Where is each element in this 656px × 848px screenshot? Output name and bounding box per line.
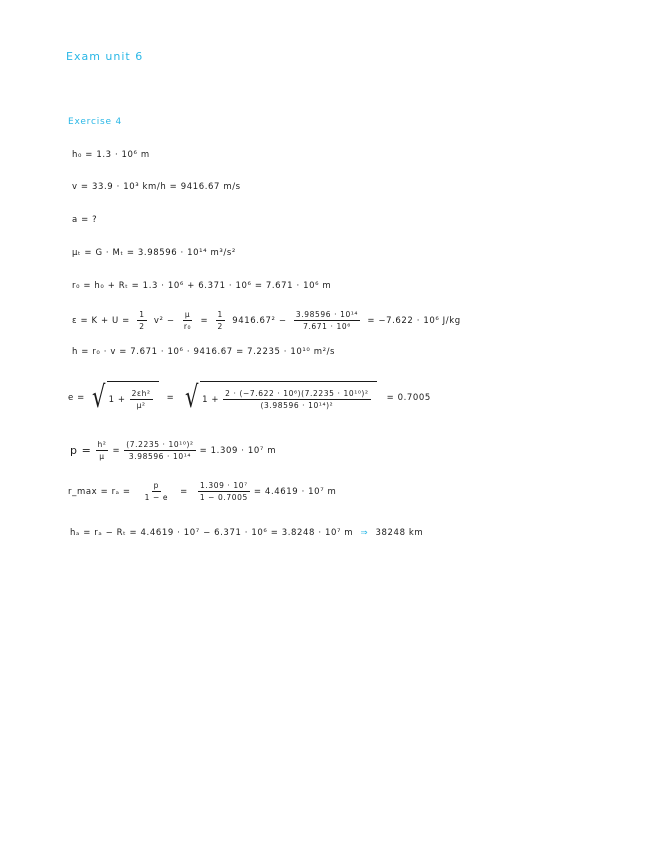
energy-mid1: v² −	[153, 316, 175, 326]
energy-frac-half2-num: 1	[217, 310, 223, 319]
ecc-s1-pre: 1 +	[108, 394, 126, 405]
ecc-s1-num: 2εh²	[131, 389, 151, 398]
implies-arrow-icon: ⇒	[360, 528, 369, 538]
line-unknown: a = ?	[72, 215, 98, 225]
energy-rhs: = −7.622 · 10⁶ J/kg	[367, 316, 461, 326]
rmax-lhs: r_max = rₐ =	[68, 486, 131, 497]
energy-frac-half-den: 2	[139, 322, 145, 331]
line-energy	[72, 310, 461, 331]
rmax-eq: =	[180, 486, 188, 497]
energy-frac-values-den: 7.671 · 10⁶	[303, 322, 351, 331]
ecc-rhs: = 0.7005	[386, 393, 431, 403]
ecc-s2-num: 2 · (−7.622 · 10⁶)(7.2235 · 10¹⁰)²	[225, 389, 369, 398]
line-velocity: v = 33.9 · 10³ km/h = 9416.67 m/s	[72, 182, 241, 192]
energy-frac-half-2	[216, 310, 225, 331]
rmax-frac-numeric	[198, 481, 250, 502]
energy-frac-mu-r	[182, 310, 193, 331]
apogee-main: hₐ = rₐ − Rₜ = 4.4619 · 10⁷ − 6.371 · 10⁶ = 3.8248 · 10⁷ m	[70, 528, 354, 538]
rmax-f2-den: 1 − 0.7005	[199, 493, 248, 502]
ecc-s1-den: μ²	[136, 401, 146, 410]
energy-frac-half	[137, 310, 146, 331]
p-f2-num: (7.2235 · 10¹⁰)²	[126, 440, 194, 449]
line-angular-momentum: h = r₀ · v = 7.671 · 10⁶ · 9416.67 = 7.2235 · 10¹⁰ m²/s	[72, 347, 336, 357]
ecc-s2-frac	[223, 389, 370, 410]
p-lhs: p =	[70, 444, 92, 457]
rmax-f1-den: 1 − e	[144, 493, 169, 502]
ecc-lhs: e =	[68, 393, 85, 403]
energy-eq: =	[200, 316, 209, 326]
ecc-s1-frac	[130, 389, 153, 410]
energy-frac-values	[294, 310, 360, 331]
energy-mid2: 9416.67² −	[232, 316, 287, 326]
ecc-sqrt-symbolic	[89, 381, 159, 415]
apogee-km: 38248 km	[375, 528, 424, 538]
energy-frac-mu-num: μ	[184, 310, 191, 319]
p-f1-den: μ	[99, 452, 105, 461]
document-title: Exam unit 6	[66, 50, 144, 63]
p-rhs: = 1.309 · 10⁷ m	[199, 445, 277, 456]
ecc-s2-den: (3.98596 · 10¹⁴)²	[260, 401, 334, 410]
energy-frac-half2-den: 2	[217, 322, 223, 331]
rmax-frac-symbolic	[143, 481, 170, 502]
line-r0: r₀ = h₀ + Rₜ = 1.3 · 10⁶ + 6.371 · 10⁶ = 7.671 · 10⁶ m	[72, 281, 332, 291]
sqrt-sign: √	[91, 380, 106, 415]
energy-lhs: ε = K + U =	[72, 316, 130, 326]
ecc-s2-pre: 1 +	[202, 394, 220, 405]
energy-frac-half-num: 1	[139, 310, 145, 319]
p-f1-num: h²	[97, 440, 107, 449]
rmax-f2-num: 1.309 · 10⁷	[199, 481, 248, 490]
line-r-max	[68, 481, 336, 502]
p-f2-den: 3.98596 · 10¹⁴	[128, 452, 191, 461]
p-frac-symbolic	[96, 440, 109, 461]
ecc-eq: =	[166, 393, 175, 403]
line-eccentricity	[68, 381, 431, 415]
rmax-rhs: = 4.4619 · 10⁷ m	[253, 486, 337, 497]
line-mu: μₜ = G · Mₜ = 3.98596 · 10¹⁴ m³/s²	[72, 248, 236, 258]
exercise-heading: Exercise 4	[68, 117, 123, 127]
energy-frac-values-num: 3.98596 · 10¹⁴	[295, 310, 359, 319]
energy-frac-r-den: r₀	[183, 322, 192, 331]
ecc-sqrt-numeric	[182, 381, 376, 415]
line-h0: h₀ = 1.3 · 10⁶ m	[72, 150, 150, 160]
sqrt-sign: √	[185, 380, 200, 415]
p-frac-numeric	[124, 440, 195, 461]
p-eq: =	[112, 445, 121, 456]
rmax-f1-num: p	[153, 481, 160, 490]
line-apogee-altitude	[70, 528, 423, 538]
line-semi-latus	[70, 440, 276, 461]
